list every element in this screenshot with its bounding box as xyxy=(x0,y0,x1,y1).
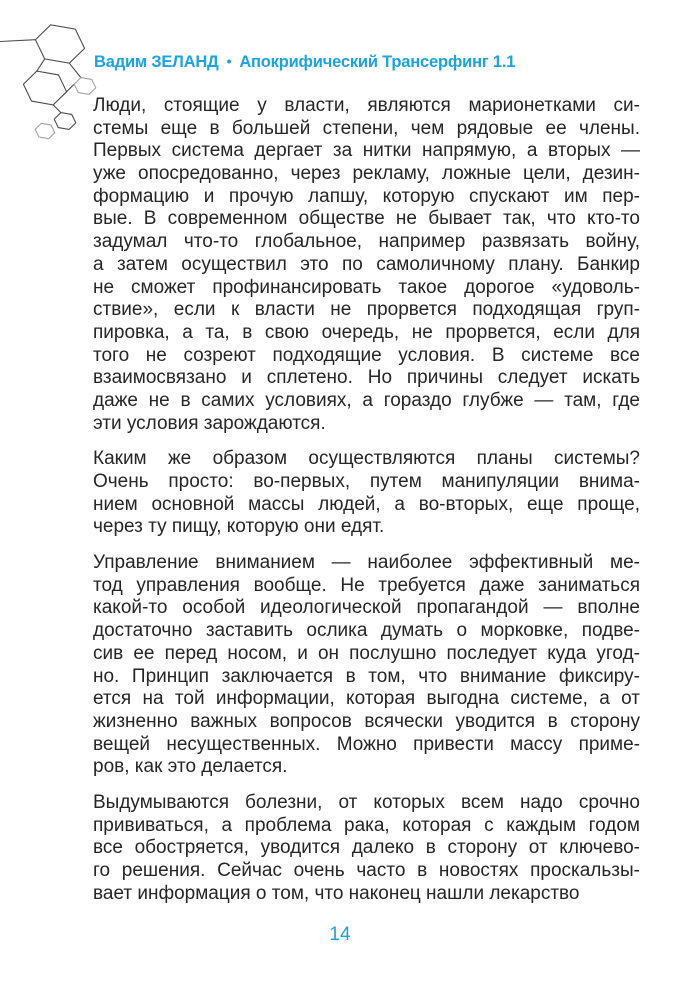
margin-rule-line xyxy=(0,40,35,42)
text-line: вещей несущественных. Можно привести массу приме- xyxy=(93,733,640,755)
running-head xyxy=(94,53,515,72)
separator-bullet: • xyxy=(226,53,232,69)
text-line: ров, как это делается. xyxy=(93,756,288,778)
text-line: сив ее перед носом, и он послушно последует куда угод- xyxy=(93,642,640,664)
hexagon-icon xyxy=(35,123,55,138)
paragraph xyxy=(93,448,640,539)
text-line: уже опосредованно, через рекламу, ложные цели, дезин- xyxy=(93,163,640,185)
text-line: взаимосвязано и сплетено. Но причины следует искать xyxy=(93,367,640,389)
text-line: го решения. Сейчас очень часто в новостях проскальзы- xyxy=(93,860,640,881)
text-line: Каким же образом осуществляются планы системы? xyxy=(93,448,640,470)
text-line: эти условия зарождаются. xyxy=(93,412,326,434)
text-line: вые. В современном обществе не бывает так, что кто-то xyxy=(93,208,640,230)
hexagon-icon xyxy=(23,71,66,105)
text-line: Люди, стоящие у власти, являются марионетками си- xyxy=(93,95,640,116)
text-line: ствие», если к власти не прорвется подходящая груп- xyxy=(93,299,640,321)
text-line: ется на той информации, которая выгодна системе, а от xyxy=(93,688,640,710)
paragraph xyxy=(93,95,640,435)
text-line: а затем осуществил это по самоличному плану. Банкир xyxy=(93,253,640,275)
text-line: все обостряется, уводится далеко в сторону от ключево- xyxy=(93,837,640,859)
hexagon-icon xyxy=(74,78,96,95)
text-line: достаточно заставить ослика думать о морковке, подве- xyxy=(93,620,640,642)
book-author: Вадим ЗЕЛАНД xyxy=(94,53,219,71)
text-line: задумал что-то глобальное, например развязать войну, xyxy=(93,231,640,253)
bond-line xyxy=(69,63,81,77)
text-line: Первых система дергает за нитки напрямую, а вторых — xyxy=(93,140,640,162)
text-line: жизненно важных вопросов всячески уводится в сторону xyxy=(93,710,640,732)
bond-line xyxy=(53,105,61,113)
bond-line xyxy=(37,59,45,71)
text-line: даже не в самих условиях, а гораздо глубже — там, где xyxy=(93,389,640,411)
text-line: пировка, а та, в свою очередь, не прорвется, если для xyxy=(93,321,640,343)
body-text xyxy=(93,95,640,918)
text-line: Очень просто: во-первых, путем манипуляции внима- xyxy=(93,471,640,492)
book-title: Апокрифический Трансерфинг 1.1 xyxy=(239,53,516,71)
page-number: 14 xyxy=(329,924,351,945)
text-line: тод управления вообще. Не требуется даже заниматься xyxy=(93,574,640,596)
text-line: прививаться, а проблема рака, которая с каждым годом xyxy=(93,814,640,836)
text-line: через ту пищу, которую они едят. xyxy=(93,516,385,538)
paragraph xyxy=(93,552,640,779)
text-line: того не созреют подходящие условия. В системе все xyxy=(93,344,640,366)
hexagon-icon xyxy=(54,113,76,130)
text-line: стемы еще в большей степени, чем рядовые ее члены. xyxy=(93,117,640,139)
text-line: нием основной массы людей, а во-вторых, еще проще, xyxy=(93,493,640,515)
hexagon-icon xyxy=(35,25,84,63)
text-line: Выдумываются болезни, от которых всем надо срочно xyxy=(93,791,640,813)
text-line: вает информация о том, что наконец нашли лекарство xyxy=(93,882,580,904)
text-line: какой-то особой идеологической пропагандой — вполне xyxy=(93,597,640,619)
text-line: не сможет профинансировать такое дорогое «удоволь- xyxy=(93,276,640,298)
text-line: Управление вниманием — наиболее эффективный ме- xyxy=(93,552,640,574)
paragraph xyxy=(93,792,640,905)
text-line: но. Принцип заключается в том, что внимание фиксиру- xyxy=(93,665,640,687)
text-line: формацию и прочую лапшу, которую спускают им пер- xyxy=(93,185,640,207)
bond-line xyxy=(67,84,75,92)
